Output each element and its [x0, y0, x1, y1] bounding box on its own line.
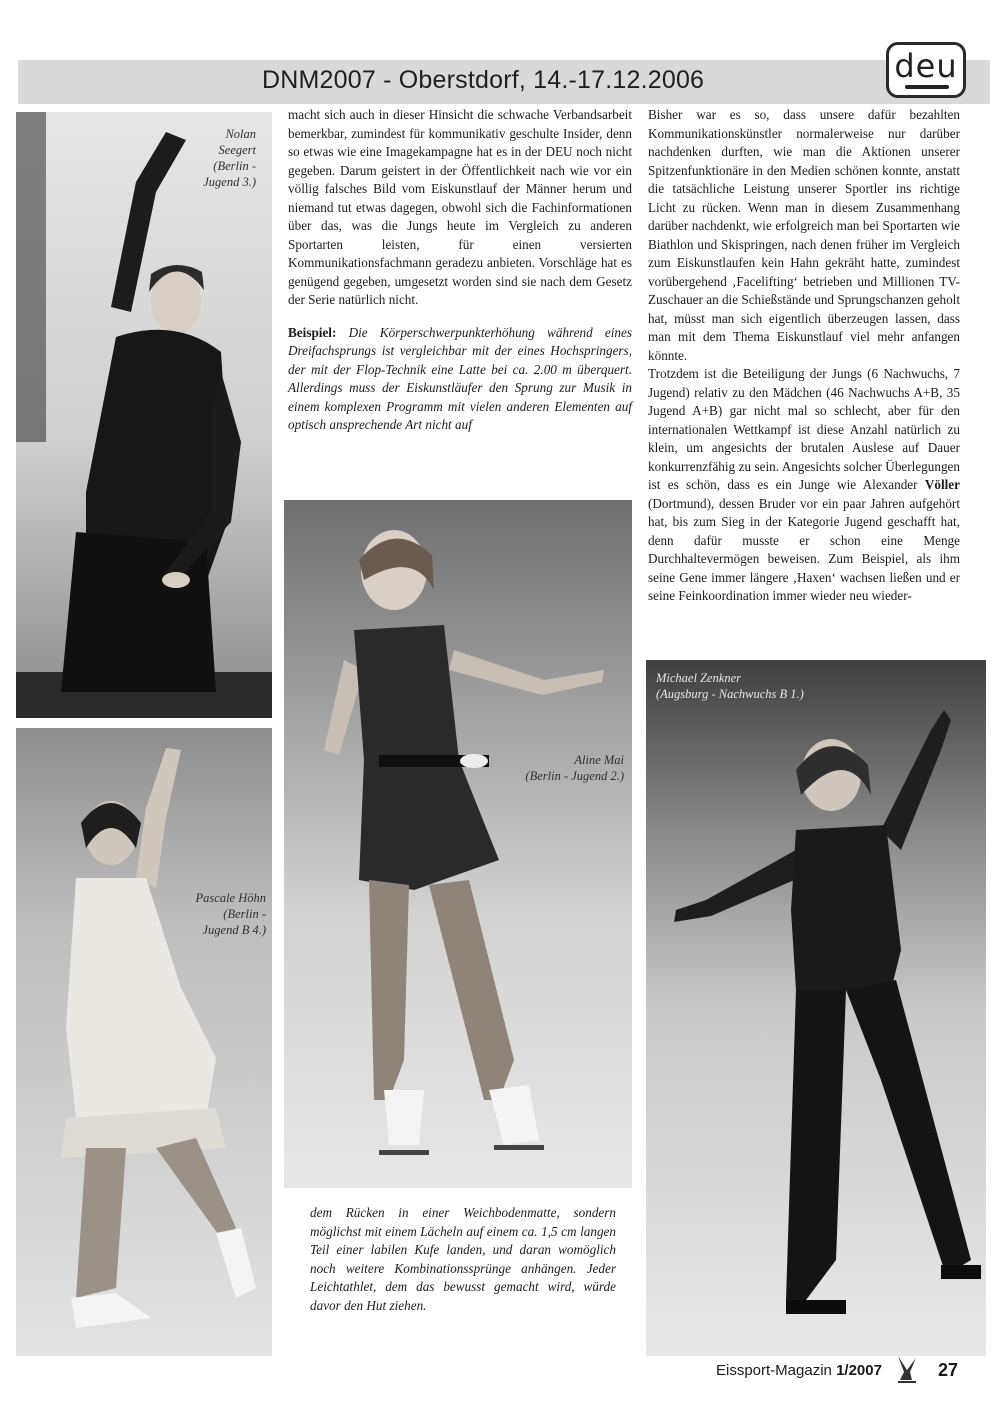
caption-line: (Berlin -	[223, 907, 266, 921]
footer-magazine	[716, 1362, 882, 1379]
magazine-name: Eissport-Magazin	[716, 1362, 832, 1379]
caption-line: Seegert	[218, 143, 256, 157]
page-number: 27	[938, 1360, 959, 1380]
skater-icon	[894, 1354, 920, 1384]
caption-line: Jugend 3.)	[203, 175, 256, 189]
middle-column-continuation	[310, 1204, 616, 1315]
article-paragraph: macht sich auch in dieser Hinsicht die schwache Verbandsarbeit bemerkbar, zumindest für kommunikativ geschulte Insider, denn so etwas wie eine Imagekampagne hat es in der DEU noch nicht gegeben. Darum geistert in der Öffentlichkeit nach wie vor ein völlig falsches Bild vom Eiskunstlauf der Männer herum und niemand tut etwas dagegen, obwohl sich die Fachinformationen über das, was die Jungs heute im Vergleich zu anderen Sportarten leisten, für einen versierten Kommunikationsfachmann geradezu anbieten. Vorschläge hat es genügend gegeben, umgesetzt worden sind sie nach dem Gesetz der Serie natürlich nicht.	[288, 107, 632, 307]
caption-line: Pascale Höhn	[195, 891, 266, 905]
example-paragraph	[288, 324, 632, 435]
text-run: (Dortmund), dessen Bruder vor ein paar Jahren aufgehört hat, bis zum Sieg in der Kategorie Jugend geschafft hat, denn dafür musste er schon eine Menge Durchhaltevermögen beweisen. Zum Beispiel, als ihm seine Gene immer längere ‚Haxen‘ wachsen ließen und er seine Feinkoordination immer wieder neu wieder-	[648, 495, 960, 603]
article-paragraph	[648, 365, 960, 606]
right-column-text	[648, 106, 960, 606]
issue-number: 1/2007	[836, 1362, 882, 1379]
caption-line: (Berlin - Jugend 2.)	[525, 769, 624, 783]
page-title: DNM2007 - Oberstdorf, 14.-17.12.2006	[262, 66, 705, 94]
photo-nolan-seegert	[16, 112, 272, 718]
article-paragraph: Bisher war es so, dass unsere dafür bezahlten Kommunikationskünstler normalerweise nur darüber nachdenken durften, wie man die Aktionen unserer Spitzenfunktionäre in den Medien schönen konnte, anstatt die tatsächliche Leistung unserer Sportler ins richtige Licht zu rücken. Wenn man in diesem Zusammenhang darüber nachdenkt, wie erfolgreich man bei Sportarten wie Biathlon und Skispringen, nach denen früher im Vergleich zum Eiskunstlaufen kein Hahn gekräht hatte, zumindest vorübergehend ‚Facelifting‘ betrieben und Millionen TV-Zuschauer an die Schießstände und Sprungschanzen geholt hat, müsst man sich eigentlich überzeugen lassen, dass man mit dem Thema Eiskunstlauf viel mehr anfangen könnte.	[648, 107, 961, 363]
deu-logo	[886, 42, 966, 98]
example-label: Beispiel:	[288, 324, 337, 340]
example-text: Die Körperschwerpunkterhöhung während eines Dreifachsprungs ist vergleichbar mit der eines Hochspringers, der mit der Flop-Technik eine Latte bei ca. 2.00 m überquert. Allerdings muss der Eiskunstläufer den Sprung zur Musik in einem komplexen Programm mit vielen anderen Elementen auf optisch ansprechende Art nicht auf	[288, 324, 633, 432]
photo-pascale-hoehn	[16, 728, 272, 1356]
article-paragraph: dem Rücken in einer Weichbodenmatte, sondern möglichst mit einem Lächeln auf einem ca. 1,5 cm langen Teil einer labilen Kufe landen, und daran womöglich noch weitere Kombinationssprünge anhängen. Jeder Leichtathlet, dem das bewusst gemacht wird, würde davor den Hut ziehen.	[310, 1205, 616, 1313]
photo-michael-zenkner	[646, 660, 986, 1356]
caption-line: (Augsburg - Nachwuchs B 1.)	[656, 687, 804, 701]
caption-line: Michael Zenkner	[656, 671, 742, 685]
caption-nolan-seegert	[150, 126, 256, 190]
caption-pascale-hoehn	[150, 890, 266, 938]
highlighted-name: Völler	[924, 477, 960, 492]
middle-column-text	[288, 106, 632, 435]
caption-line: (Berlin -	[213, 159, 256, 173]
caption-michael-zenkner	[656, 670, 856, 702]
caption-line: Nolan	[225, 127, 256, 141]
skate-blade-icon	[905, 85, 949, 89]
logo-text: deu	[894, 47, 958, 85]
text-run: Trotzdem ist die Beteiligung der Jungs (6 Nachwuchs, 7 Jugend) relativ zu den Mädchen (46 Nachwuchs A+B, 35 Jugend A+B) gar nicht mal so schlecht, aber für den internationalen Wettkampf ist diese Anzahl natürlich zu klein, um angesichts der brutalen Auslese auf Dauer konkurrenzfähig zu sein. Angesichts solcher Überlegungen ist es schön, dass es ein Junge wie Alexander	[648, 366, 960, 492]
caption-line: Jugend B 4.)	[202, 923, 266, 937]
photo-aline-mai	[284, 500, 632, 1188]
caption-line: Aline Mai	[574, 753, 624, 767]
caption-aline-mai	[480, 752, 624, 784]
